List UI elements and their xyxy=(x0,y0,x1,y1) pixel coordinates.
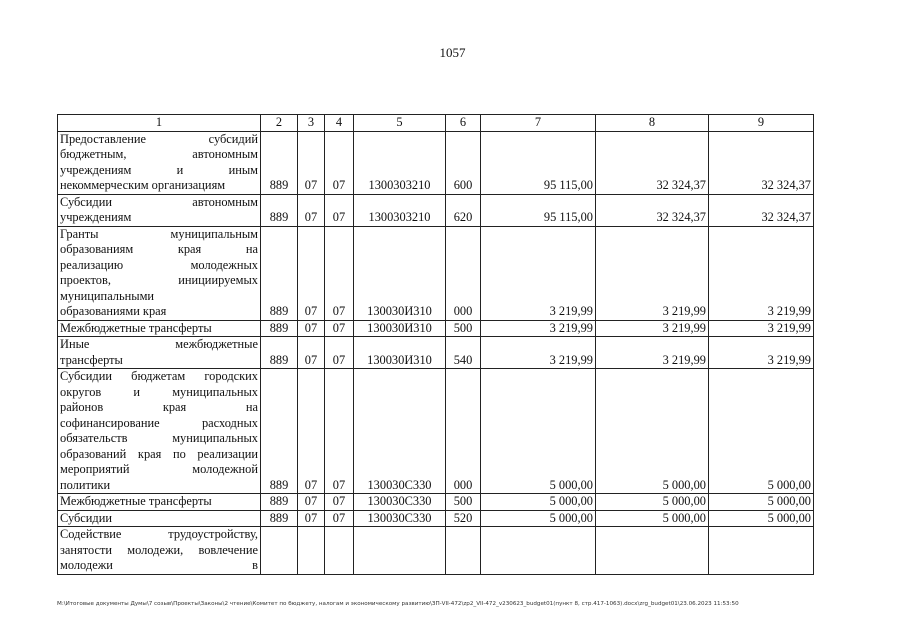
column-header-8: 8 xyxy=(596,115,709,132)
amount-col9-cell: 3 219,99 xyxy=(709,320,814,337)
expense-name-line: Субсидии автономным xyxy=(60,194,258,209)
amount-col8-cell: 32 324,37 xyxy=(596,131,709,194)
expense-name-line: Иные межбюджетные xyxy=(60,337,258,351)
section-code-cell: 07 xyxy=(298,510,325,527)
subsection-code-cell: 07 xyxy=(325,494,354,511)
amount-col8-cell: 5 000,00 xyxy=(596,494,709,511)
expense-type-cell xyxy=(446,527,481,575)
column-header-9: 9 xyxy=(709,115,814,132)
table-row xyxy=(58,131,814,194)
expense-name-line: Субсидии бюджетам городских xyxy=(60,369,258,383)
amount-col8-cell xyxy=(596,527,709,575)
subsection-code-cell: 07 xyxy=(325,131,354,194)
column-header-3: 3 xyxy=(298,115,325,132)
section-code-cell xyxy=(298,527,325,575)
subsection-code-cell: 07 xyxy=(325,194,354,226)
expense-name-line: софинансирование расходных xyxy=(60,415,258,430)
ministry-code-cell: 889 xyxy=(261,194,298,226)
expense-name-line: районов края на xyxy=(60,400,258,414)
expense-name-line: занятости молодежи, вовлечение xyxy=(60,542,258,557)
ministry-code-cell xyxy=(261,527,298,575)
section-code-cell: 07 xyxy=(298,320,325,337)
target-article-cell: 1300303210 xyxy=(354,194,446,226)
amount-col8-cell: 32 324,37 xyxy=(596,194,709,226)
expense-name-line: трансферты xyxy=(60,352,123,367)
expense-name-cell xyxy=(58,194,261,226)
column-header-6: 6 xyxy=(446,115,481,132)
expense-name-line: Предоставление субсидий xyxy=(60,131,258,146)
amount-col9-cell: 5 000,00 xyxy=(709,494,814,511)
amount-col8-cell: 3 219,99 xyxy=(596,337,709,369)
ministry-code-cell: 889 xyxy=(261,226,298,320)
expense-name-line: обязательств муниципальных xyxy=(60,431,258,445)
ministry-code-cell: 889 xyxy=(261,494,298,511)
section-code-cell: 07 xyxy=(298,369,325,494)
expense-name-line: проектов, инициируемых xyxy=(60,273,258,287)
section-code-cell: 07 xyxy=(298,494,325,511)
ministry-code-cell: 889 xyxy=(261,337,298,369)
section-code-cell: 07 xyxy=(298,194,325,226)
target-article-cell: 130030И310 xyxy=(354,226,446,320)
subsection-code-cell xyxy=(325,527,354,575)
expense-name-cell xyxy=(58,527,261,575)
target-article-cell: 130030И310 xyxy=(354,320,446,337)
document-path-footer: M:\Итоговые документы Думы\7 созыв\Проекты\Законы\2 чтение\Комитет по бюджету, налогам и экономическому развитию\ЗП-VII-472\zp2_VII-472_v230623_budget01(пункт 8, стр.417-1063).docx\zrg_budget01\23.06.2023 11:53:50 xyxy=(57,601,739,607)
column-header-2: 2 xyxy=(261,115,298,132)
amount-col7-cell: 95 115,00 xyxy=(481,131,596,194)
expense-type-cell: 000 xyxy=(446,369,481,494)
subsection-code-cell: 07 xyxy=(325,510,354,527)
expense-type-cell: 500 xyxy=(446,494,481,511)
expense-name-cell xyxy=(58,131,261,194)
expense-type-cell: 500 xyxy=(446,320,481,337)
table-row xyxy=(58,510,814,527)
amount-col7-cell: 5 000,00 xyxy=(481,510,596,527)
target-article-cell: 130030И310 xyxy=(354,337,446,369)
expense-name-line: образованиям края на xyxy=(60,242,258,256)
expense-type-cell: 520 xyxy=(446,510,481,527)
amount-col9-cell: 32 324,37 xyxy=(709,194,814,226)
table-row xyxy=(58,494,814,511)
amount-col7-cell: 3 219,99 xyxy=(481,320,596,337)
ministry-code-cell: 889 xyxy=(261,131,298,194)
target-article-cell xyxy=(354,527,446,575)
expense-name-line: Межбюджетные трансферты xyxy=(60,320,212,335)
column-header-4: 4 xyxy=(325,115,354,132)
expense-name-cell xyxy=(58,494,261,511)
table-row xyxy=(58,369,814,494)
expense-name-cell xyxy=(58,337,261,369)
target-article-cell: 130030С330 xyxy=(354,369,446,494)
target-article-cell: 130030С330 xyxy=(354,494,446,511)
amount-col8-cell: 3 219,99 xyxy=(596,226,709,320)
amount-col9-cell: 5 000,00 xyxy=(709,510,814,527)
expense-name-line: образованиями края xyxy=(60,304,167,318)
amount-col9-cell: 32 324,37 xyxy=(709,131,814,194)
column-header-1: 1 xyxy=(58,115,261,132)
expense-name-line: образований края по реализации xyxy=(60,446,258,461)
amount-col9-cell xyxy=(709,527,814,575)
column-header-7: 7 xyxy=(481,115,596,132)
table-row xyxy=(58,226,814,320)
expense-name-line: Субсидии xyxy=(60,510,112,525)
expense-name-line: молодежи в xyxy=(60,558,258,572)
target-article-cell: 130030С330 xyxy=(354,510,446,527)
table-header-row xyxy=(58,115,814,132)
amount-col8-cell: 5 000,00 xyxy=(596,510,709,527)
page-number: 1057 xyxy=(439,45,466,60)
subsection-code-cell: 07 xyxy=(325,226,354,320)
section-code-cell: 07 xyxy=(298,226,325,320)
expense-name-cell xyxy=(58,510,261,527)
table-row xyxy=(58,337,814,369)
expense-name-line: политики xyxy=(60,477,111,492)
budget-table xyxy=(57,114,814,575)
amount-col7-cell: 3 219,99 xyxy=(481,337,596,369)
amount-col7-cell: 95 115,00 xyxy=(481,194,596,226)
table-row xyxy=(58,194,814,226)
expense-name-line: Межбюджетные трансферты xyxy=(60,494,212,508)
subsection-code-cell: 07 xyxy=(325,320,354,337)
column-header-5: 5 xyxy=(354,115,446,132)
expense-name-cell xyxy=(58,369,261,494)
amount-col7-cell: 5 000,00 xyxy=(481,494,596,511)
amount-col9-cell: 3 219,99 xyxy=(709,226,814,320)
section-code-cell: 07 xyxy=(298,337,325,369)
expense-name-line: Содействие трудоустройству, xyxy=(60,527,258,541)
expense-type-cell: 540 xyxy=(446,337,481,369)
expense-name-line: некоммерческим организациям xyxy=(60,178,226,192)
amount-col7-cell xyxy=(481,527,596,575)
expense-name-line: реализацию молодежных xyxy=(60,257,258,272)
ministry-code-cell: 889 xyxy=(261,320,298,337)
amount-col9-cell: 5 000,00 xyxy=(709,369,814,494)
expense-type-cell: 620 xyxy=(446,194,481,226)
target-article-cell: 1300303210 xyxy=(354,131,446,194)
expense-name-line: муниципальными xyxy=(60,288,155,303)
ministry-code-cell: 889 xyxy=(261,369,298,494)
subsection-code-cell: 07 xyxy=(325,369,354,494)
expense-type-cell: 000 xyxy=(446,226,481,320)
expense-name-line: мероприятий молодежной xyxy=(60,462,258,476)
amount-col7-cell: 3 219,99 xyxy=(481,226,596,320)
section-code-cell: 07 xyxy=(298,131,325,194)
ministry-code-cell: 889 xyxy=(261,510,298,527)
expense-name-cell xyxy=(58,226,261,320)
expense-name-line: округов и муниципальных xyxy=(60,384,258,399)
table-row xyxy=(58,527,814,575)
amount-col7-cell: 5 000,00 xyxy=(481,369,596,494)
amount-col8-cell: 3 219,99 xyxy=(596,320,709,337)
expense-name-line: учреждениям xyxy=(60,210,132,224)
amount-col8-cell: 5 000,00 xyxy=(596,369,709,494)
expense-name-cell xyxy=(58,320,261,337)
expense-name-line: бюджетным, автономным xyxy=(60,147,258,161)
amount-col9-cell: 3 219,99 xyxy=(709,337,814,369)
expense-type-cell: 600 xyxy=(446,131,481,194)
expense-name-line: Гранты муниципальным xyxy=(60,226,258,241)
table-row xyxy=(58,320,814,337)
expense-name-line: учреждениям и иным xyxy=(60,162,258,177)
subsection-code-cell: 07 xyxy=(325,337,354,369)
